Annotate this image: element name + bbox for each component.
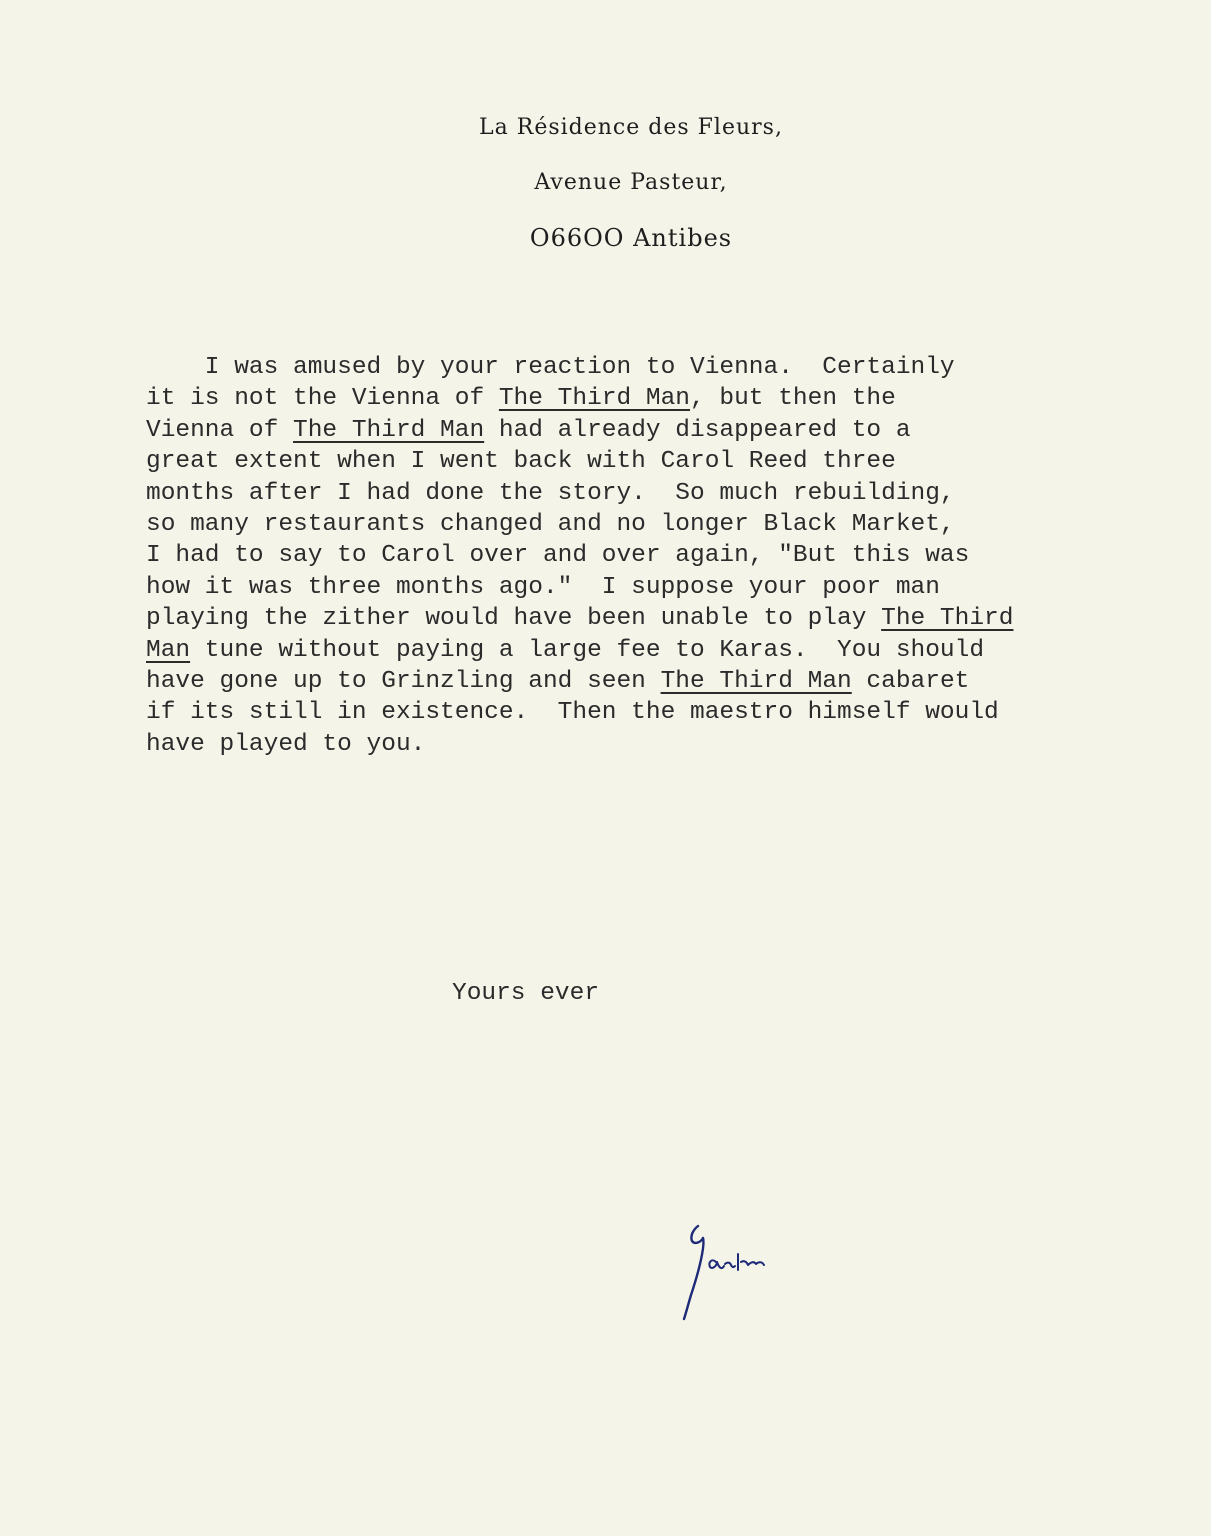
letterhead bbox=[0, 112, 1211, 277]
letter-text: cabaret bbox=[851, 668, 970, 696]
letterhead-city: O66OO Antibes bbox=[529, 224, 733, 252]
letter-text: months after I had done the story. So much rebuilding, bbox=[146, 479, 955, 507]
letterhead-street: Avenue Pasteur, bbox=[534, 170, 728, 195]
letter-line bbox=[146, 446, 1146, 477]
letter-text: tune without paying a large fee to Karas. You should bbox=[190, 636, 985, 664]
letter-line bbox=[146, 478, 1146, 509]
letter-body bbox=[146, 352, 1146, 760]
letter-text: have played to you. bbox=[146, 730, 426, 758]
letter-line bbox=[146, 666, 1146, 697]
underlined-title: The Third Man bbox=[660, 668, 852, 696]
letter-line bbox=[146, 572, 1146, 603]
letter-text: Vienna of bbox=[146, 416, 294, 444]
letter-text: I was amused by your reaction to Vienna. Certainly bbox=[146, 354, 955, 381]
letter-text: , but then the bbox=[690, 385, 896, 413]
letter-text: great extent when I went back with Carol Reed three bbox=[146, 448, 896, 476]
letter-text: how it was three months ago." I suppose your poor man bbox=[146, 573, 940, 601]
letter-text: playing the zither would have been unable to play bbox=[146, 605, 882, 633]
letterhead-residence: La Résidence des Fleurs, bbox=[479, 115, 783, 140]
letter-line bbox=[146, 383, 1146, 414]
letter-line bbox=[146, 415, 1146, 446]
underlined-title: Man bbox=[146, 636, 191, 664]
closing: Yours ever bbox=[452, 980, 600, 1007]
letter-text: have gone up to Grinzling and seen bbox=[146, 668, 661, 696]
underlined-title: The Third Man bbox=[498, 385, 690, 413]
letter-line bbox=[146, 603, 1146, 634]
letter-line bbox=[146, 729, 1146, 760]
letter-line bbox=[146, 540, 1146, 571]
letter-text: had already disappeared to a bbox=[484, 416, 911, 444]
letter-line bbox=[146, 697, 1146, 728]
underlined-title: The Third bbox=[881, 605, 1014, 633]
handwritten-signature bbox=[676, 1218, 826, 1343]
letter-line bbox=[146, 509, 1146, 540]
underlined-title: The Third Man bbox=[293, 416, 485, 444]
letter-text: it is not the Vienna of bbox=[146, 385, 499, 413]
letter-text: so many restaurants changed and no longer Black Market, bbox=[146, 511, 955, 539]
letter-text: if its still in existence. Then the maestro himself would bbox=[146, 699, 999, 727]
letter-line bbox=[146, 635, 1146, 666]
letter-line bbox=[146, 352, 1146, 383]
letter-text: I had to say to Carol over and over again, "But this was bbox=[146, 542, 970, 570]
